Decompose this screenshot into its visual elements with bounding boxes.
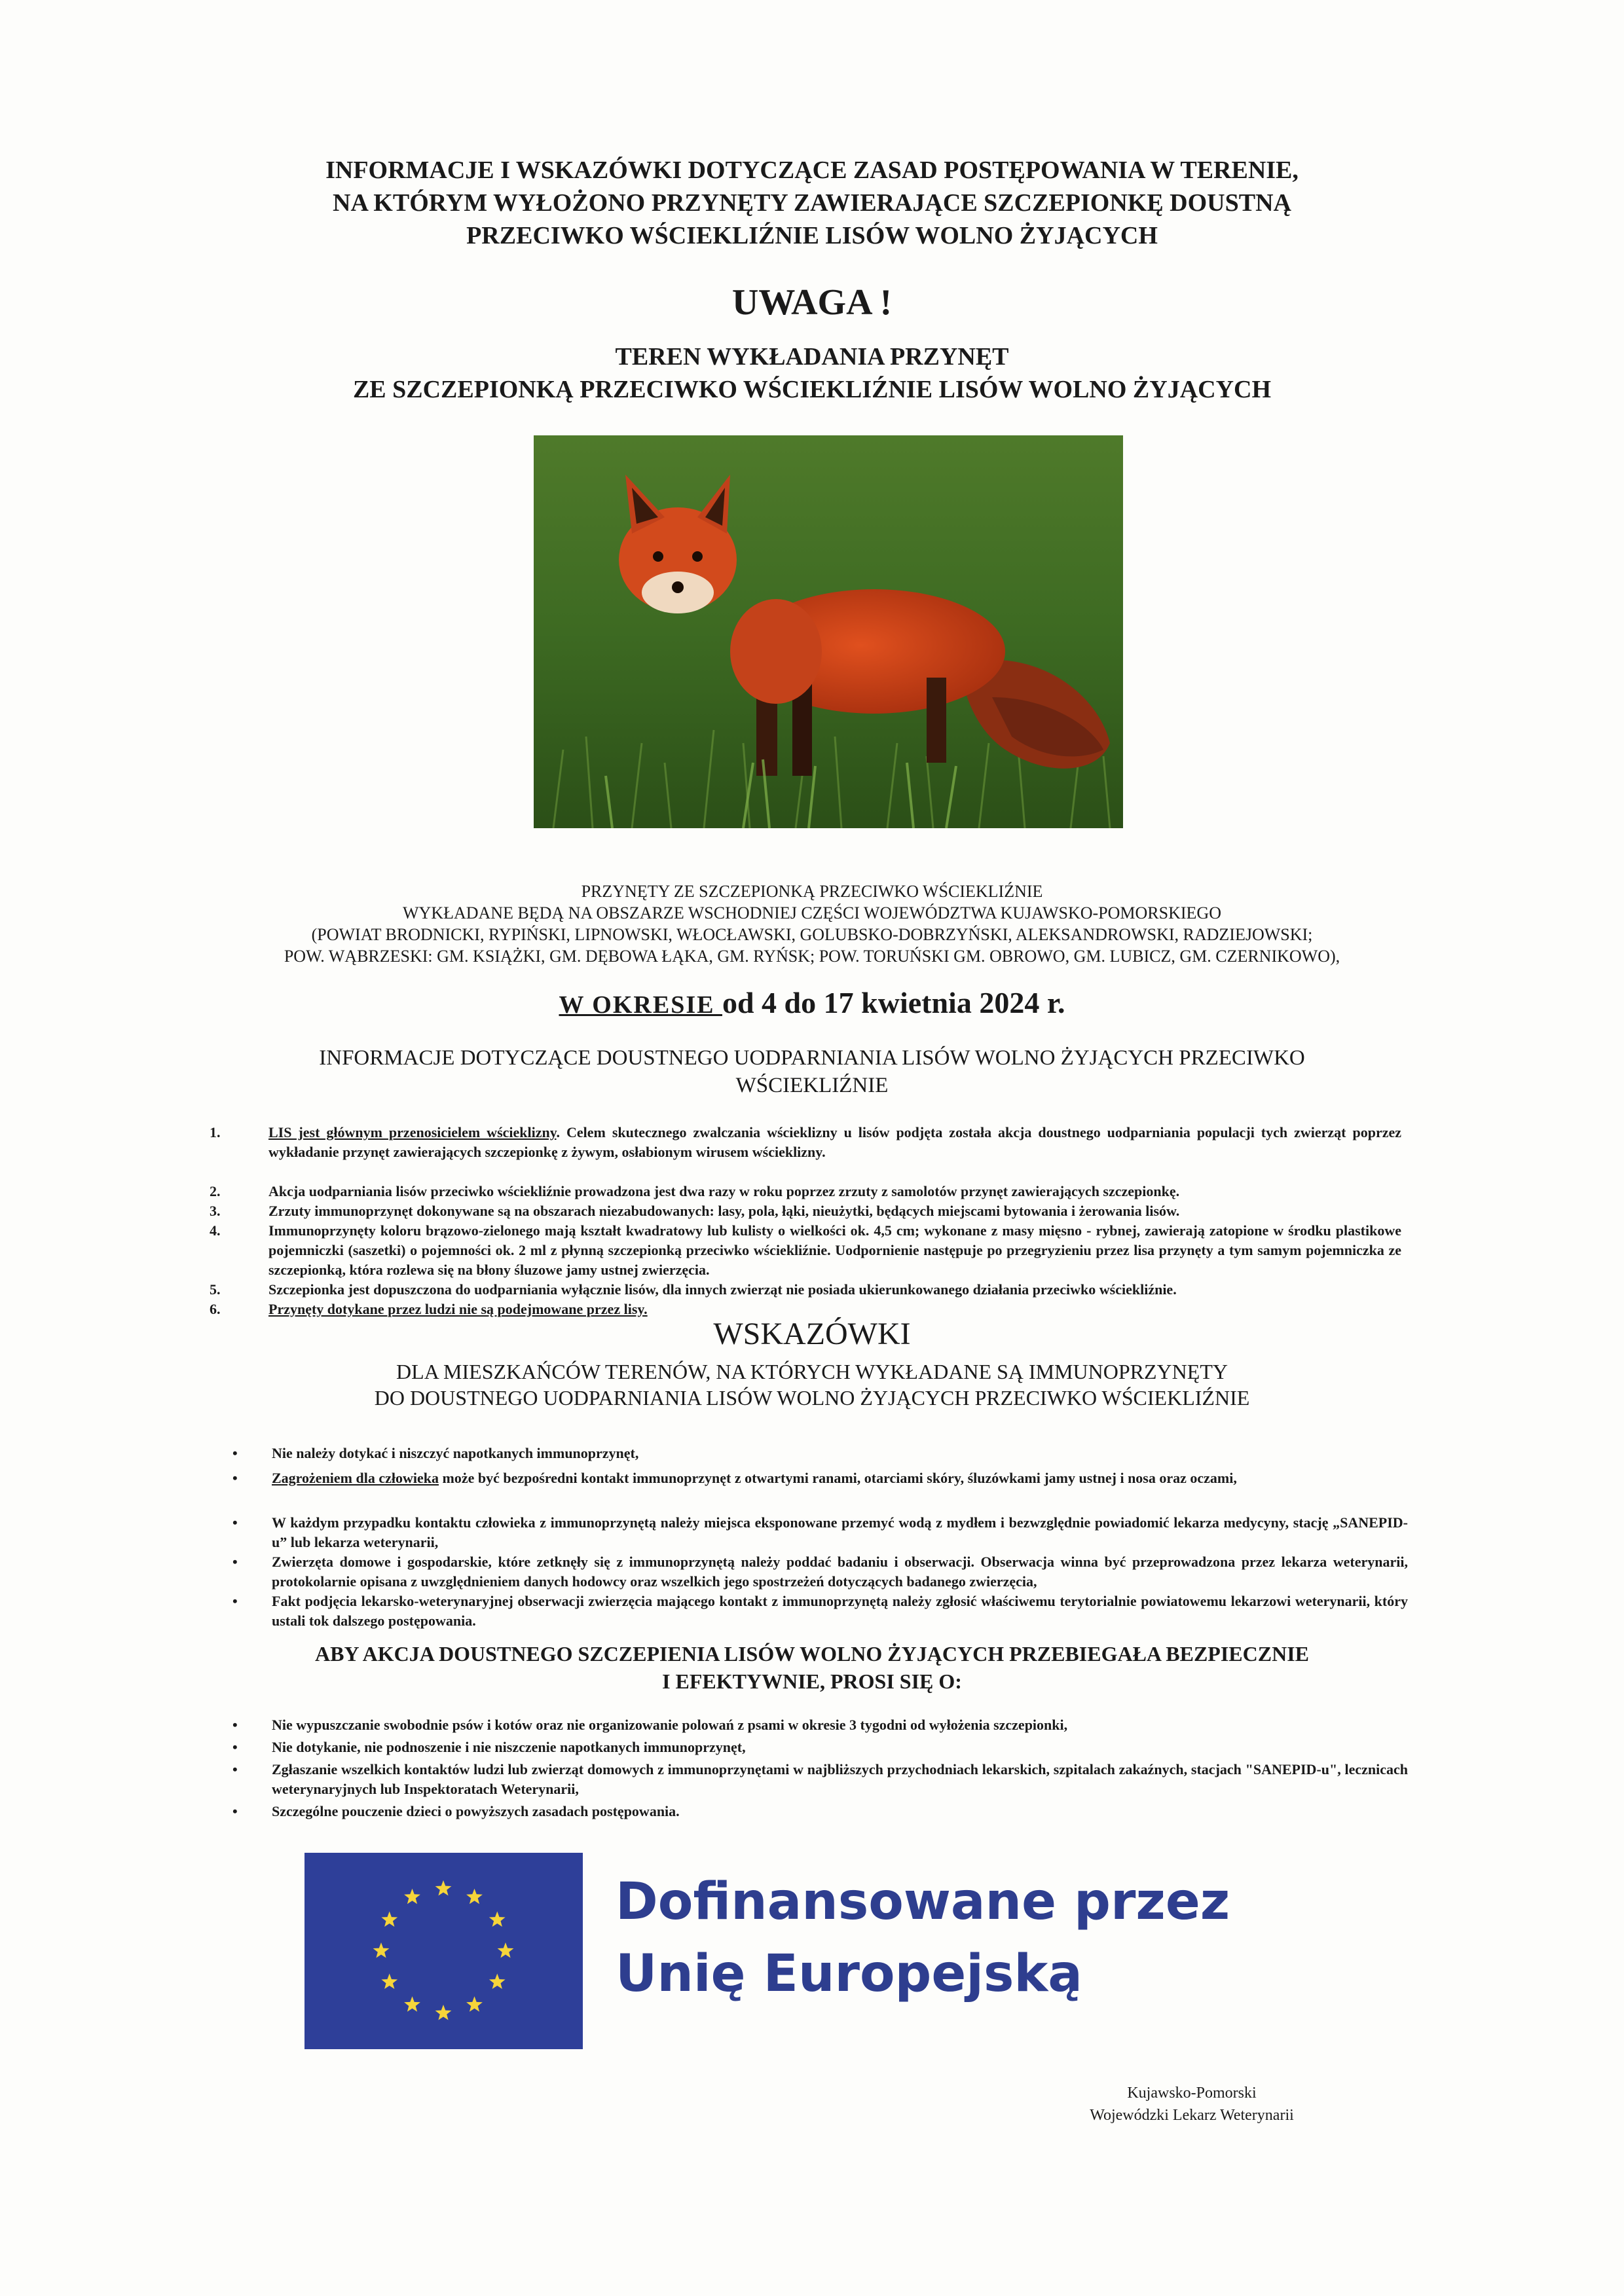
przynety-line-3: (POWIAT BRODNICKI, RYPIŃSKI, LIPNOWSKI, WŁOCŁAWSKI, GOLUBSKO-DOBRZYŃSKI, ALEKSANDROWSKI, RADZIEJOWSKI; bbox=[311, 925, 1313, 944]
title-line-1: INFORMACJE I WSKAZÓWKI DOTYCZĄCE ZASAD POSTĘPOWANIA W TERENIE, bbox=[325, 156, 1299, 184]
list-item-text: Nie dotykanie, nie podnoszenie i nie niszczenie napotkanych immunoprzynęt, bbox=[272, 1739, 746, 1755]
list-item-number: 4. bbox=[210, 1222, 221, 1239]
list-item-text bbox=[272, 1468, 1408, 1488]
period-value: od 4 do 17 kwietnia 2024 r. bbox=[722, 986, 1065, 1019]
info-heading-line-1: INFORMACJE DOTYCZĄCE DOUSTNEGO UODPARNIANIA LISÓW WOLNO ŻYJĄCYCH PRZECIWKO bbox=[319, 1046, 1305, 1070]
wskazowki-heading: WSKAZÓWKI bbox=[713, 1317, 911, 1351]
list-item-text: Akcja uodparniania lisów przeciwko wściekliźnie prowadzona jest dwa razy w roku poprzez zrzuty z samolotów przynęt zawierających szczepionkę. bbox=[268, 1183, 1180, 1199]
eu-star-icon bbox=[373, 1942, 390, 1958]
przynety-line-2: WYKŁADANE BĘDĄ NA OBSZARZE WSCHODNIEJ CZĘŚCI WOJEWÓDZTWA KUJAWSKO-POMORSKIEGO bbox=[403, 903, 1221, 922]
list-item-text: Immunoprzynęty koloru brązowo-zielonego mają kształt kwadratowy lub kulisty o wielkości ok. 4,5 cm; wykonane z masy mięsno - rybnej, zawierają zatopione w środku plastikowe pojemniczki (saszetki) o pojemności ok. 2 ml z płynną szczepionką przeciwko wściekliźnie. Uodpornienie następuje po przegryzieniu przez lisa przynęty a tym samym pojemniczka ze szczepionką, która rozlewa się na błony śluzowe jamy ustnej zwierzęcia. bbox=[268, 1222, 1401, 1278]
list-item-underlined: LIS jest głównym przenosicielem wścieklizny bbox=[268, 1124, 557, 1140]
teren-heading bbox=[0, 340, 1624, 406]
eu-funding-text bbox=[616, 1866, 1230, 2010]
list-item-number: 2. bbox=[210, 1183, 221, 1199]
list-item-text: Szczególne pouczenie dzieci o powyższych zasadach postępowania. bbox=[272, 1803, 680, 1819]
bullet-icon: • bbox=[232, 1470, 238, 1486]
eu-star-icon bbox=[466, 1996, 483, 2012]
period-label: W OKRESIE bbox=[559, 991, 722, 1019]
list-item-text: W każdym przypadku kontaktu człowieka z immunoprzynętą należy miejsca eksponowane przemyć wodą z mydłem i bezwzględnie powiadomić lekarza medycyny, stację „SANEPID-u” lub lekarza weterynarii, bbox=[272, 1514, 1408, 1550]
info-heading bbox=[0, 1044, 1624, 1099]
list-item-text: Zrzuty immunoprzynęt dokonywane są na obszarach niezabudowanych: lasy, pola, łąki, nieużytki, będących miejscami bytowania i żerowania lisów. bbox=[268, 1203, 1180, 1219]
list-item-number: 6. bbox=[210, 1301, 221, 1317]
eu-star-icon bbox=[435, 2005, 452, 2020]
eu-flag-icon bbox=[304, 1853, 583, 2049]
list-item-underlined: Zagrożeniem dla człowieka bbox=[272, 1470, 439, 1486]
title-line-2: NA KTÓRYM WYŁOŻONO PRZYNĘTY ZAWIERAJĄCE SZCZEPIONKĘ DOUSTNĄ bbox=[333, 189, 1291, 217]
przynety-line-1: PRZYNĘTY ZE SZCZEPIONKĄ PRZECIWKO WŚCIEKLIŹNIE bbox=[581, 882, 1043, 901]
bullet-icon: • bbox=[232, 1803, 238, 1819]
eu-star-icon bbox=[381, 1912, 397, 1927]
teren-line-2: ZE SZCZEPIONKĄ PRZECIWKO WŚCIEKLIŹNIE LISÓW WOLNO ŻYJĄCYCH bbox=[352, 376, 1272, 403]
bullet-icon: • bbox=[232, 1514, 238, 1531]
wskazowki-sub-line-2: DO DOUSTNEGO UODPARNIANIA LISÓW WOLNO ŻYJĄCYCH PRZECIWKO WŚCIEKLIŹNIE bbox=[374, 1386, 1250, 1410]
bullet-icon: • bbox=[232, 1445, 238, 1461]
eu-star-icon bbox=[489, 1912, 506, 1927]
wskazowki-subheading bbox=[0, 1358, 1624, 1411]
list-item-number: 1. bbox=[210, 1124, 221, 1140]
list-item-text: Zgłaszanie wszelkich kontaktów ludzi lub zwierząt domowych z immunoprzynętami w najbliższych przychodniach lekarskich, szpitalach zakaźnych, stacjach "SANEPID-u", lecznicach weterynaryjnych lub Inspektoratach Weterynarii, bbox=[272, 1761, 1408, 1797]
list-item-underlined: Przynęty dotykane przez ludzi nie są podejmowane przez lisy. bbox=[268, 1301, 648, 1317]
list-item-text: Zwierzęta domowe i gospodarskie, które zetknęły się z immunoprzynętą należy poddać badaniu i obserwacji. Obserwacja winna być przeprowadzona przez lekarza weterynarii, protokolarnie opisana z uwzględnieniem danych hodowcy oraz wszelkich jego spostrzeżeń dotyczących badanego zwierzęcia, bbox=[272, 1554, 1408, 1590]
eu-funding-line-2: Unię Europejską bbox=[616, 1944, 1082, 2003]
list-item-text: Szczepionka jest dopuszczona do uodparniania wyłącznie lisów, dla innych zwierząt nie posiada ukierunkowanego działania przeciwko wściekliźnie. bbox=[268, 1281, 1177, 1298]
bullet-icon: • bbox=[232, 1593, 238, 1609]
eu-star-icon bbox=[466, 1889, 483, 1904]
eu-star-icon bbox=[489, 1974, 506, 1990]
eu-star-icon bbox=[404, 1889, 420, 1904]
period bbox=[0, 985, 1624, 1020]
list-item-text: Nie należy dotykać i niszczyć napotkanych immunoprzynęt, bbox=[272, 1445, 639, 1461]
list-item-text: Nie wypuszczanie swobodnie psów i kotów oraz nie organizowanie polowań z psami w okresie 3 tygodni od wyłożenia szczepionki, bbox=[272, 1717, 1068, 1733]
eu-star-icon bbox=[404, 1996, 420, 2012]
aby-line-2: I EFEKTYWNIE, PROSI SIĘ O: bbox=[662, 1669, 962, 1693]
list-item-body: może być bezpośredni kontakt immunoprzynęt z otwartymi ranami, otarciami skóry, śluzówkami jamy ustnej i nosa oraz oczami, bbox=[439, 1470, 1237, 1486]
list-item-text: Fakt podjęcia lekarsko-weterynaryjnej obserwacji zwierzęcia mającego kontakt z immunoprzynętą należy zgłosić właściwemu terytorialnie powiatowemu lekarzowi weterynarii, który ustali tok dalszego postępowania. bbox=[272, 1593, 1408, 1629]
eu-star-icon bbox=[381, 1974, 397, 1990]
title-line-3: PRZECIWKO WŚCIEKLIŹNIE LISÓW WOLNO ŻYJĄCYCH bbox=[466, 222, 1158, 249]
signature bbox=[1028, 2082, 1356, 2126]
fox-photo bbox=[534, 435, 1123, 828]
document-title bbox=[0, 154, 1624, 252]
info-heading-line-2: WŚCIEKLIŹNIE bbox=[735, 1074, 889, 1097]
eu-star-icon bbox=[498, 1942, 514, 1958]
list-item-text bbox=[268, 1123, 1401, 1162]
bullet-icon: • bbox=[232, 1554, 238, 1570]
list-item-number: 3. bbox=[210, 1203, 221, 1219]
aby-heading bbox=[0, 1640, 1624, 1695]
teren-line-1: TEREN WYKŁADANIA PRZYNĘT bbox=[615, 343, 1009, 371]
eu-star-icon bbox=[435, 1880, 452, 1896]
przynety-area-text bbox=[0, 881, 1624, 967]
eu-funding-line-1: Dofinansowane przez bbox=[616, 1872, 1230, 1931]
wskazowki-sub-line-1: DLA MIESZKAŃCÓW TERENÓW, NA KTÓRYCH WYKŁADANE SĄ IMMUNOPRZYNĘTY bbox=[396, 1360, 1228, 1383]
bullet-icon: • bbox=[232, 1761, 238, 1777]
przynety-line-4: POW. WĄBRZESKI: GM. KSIĄŻKI, GM. DĘBOWA ŁĄKA, GM. RYŃSK; POW. TORUŃSKI GM. OBROWO, GM. LUBICZ, GM. CZERNIKOWO), bbox=[284, 947, 1340, 966]
bullet-icon: • bbox=[232, 1739, 238, 1755]
uwaga-heading: UWAGA ! bbox=[731, 282, 893, 323]
signature-line-1: Kujawsko-Pomorski bbox=[1127, 2085, 1257, 2102]
signature-line-2: Wojewódzki Lekarz Weterynarii bbox=[1090, 2107, 1294, 2124]
list-item-body: . Celem skutecznego zwalczania wścieklizny u lisów podjęta została akcja doustnego uodparniania populacji tych zwierząt poprzez wykładanie przynęt zawierających szczepionkę z żywym, osłabionym wirusem wścieklizny. bbox=[268, 1124, 1401, 1160]
aby-line-1: ABY AKCJA DOUSTNEGO SZCZEPIENIA LISÓW WOLNO ŻYJĄCYCH PRZEBIEGAŁA BEZPIECZNIE bbox=[315, 1642, 1309, 1666]
list-item-number: 5. bbox=[210, 1281, 221, 1298]
bullet-icon: • bbox=[232, 1717, 238, 1733]
